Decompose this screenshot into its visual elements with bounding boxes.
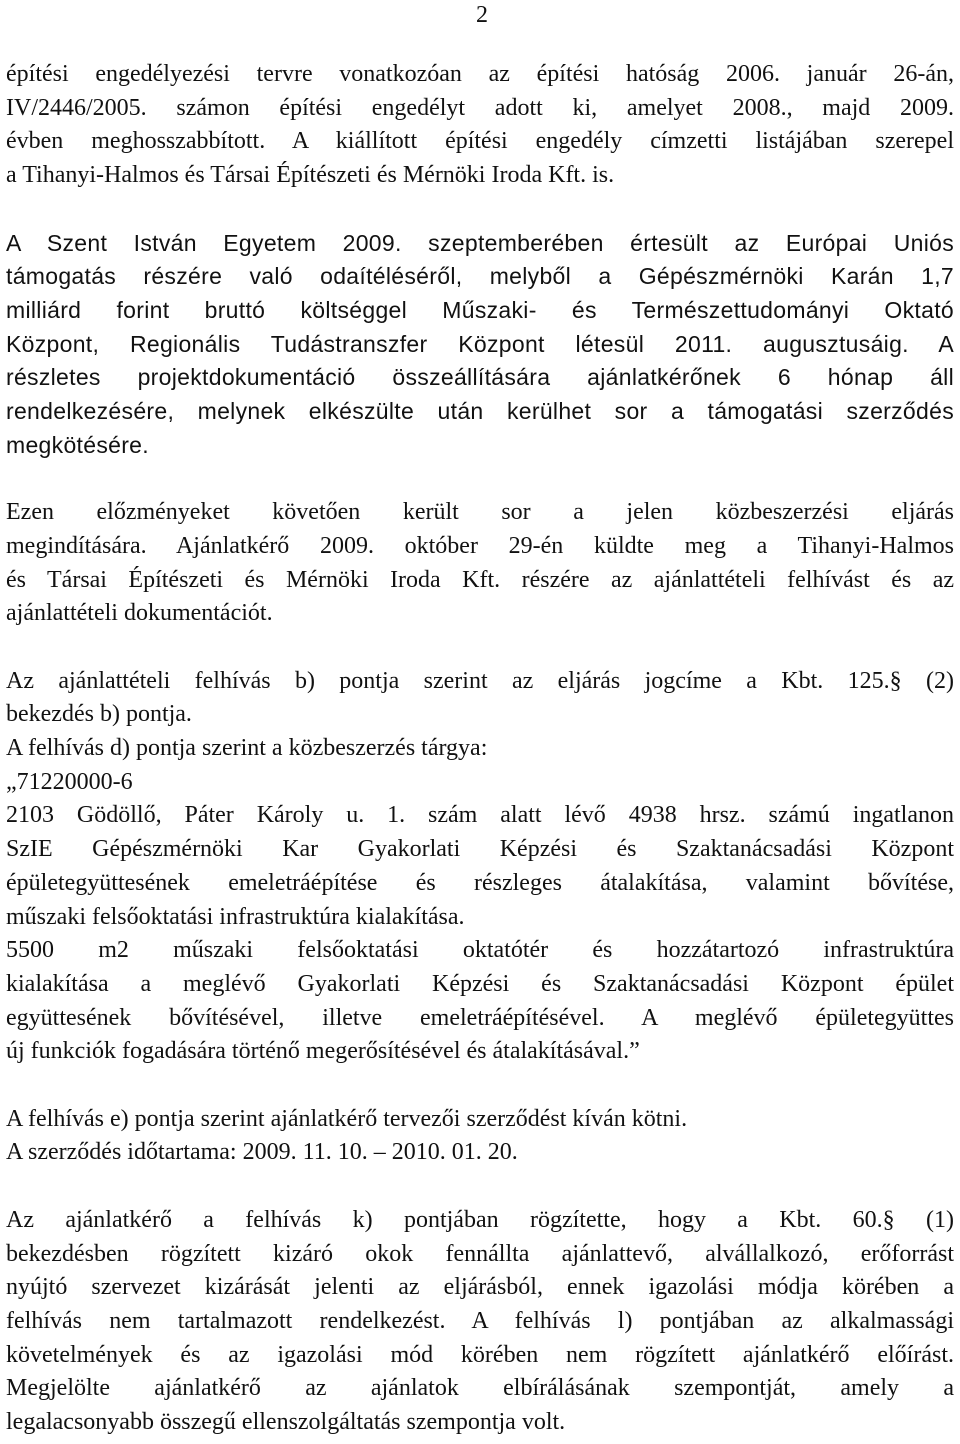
text-line: követelmények és az igazolási mód körében nem rögzített ajánlatkérő előírást. [6,1341,954,1368]
text-line: 2103 Gödöllő, Páter Károly u. 1. szám alatt lévő 4938 hrsz. számú ingatlanon [6,802,954,829]
text-line: támogatás részére való odaítéléséről, melyből a Gépészmérnöki Karán 1,7 [6,263,954,290]
text-line: a Tihanyi-Halmos és Társai Építészeti és Mérnöki Iroda Kft. is. [6,162,615,189]
text-line: 5500 m2 műszaki felsőoktatási oktatótér és hozzátartozó infrastruktúra [6,937,954,964]
text-line: A felhívás e) pontja szerint ajánlatkérő tervezői szerződést kíván kötni. [6,1105,688,1132]
text-line: A Szent István Egyetem 2009. szeptemberében értesült az Európai Uniós [6,229,954,256]
text-line: milliárd forint bruttó költséggel Műszaki- és Természettudományi Oktató [6,296,954,323]
paragraph-eu-funding [6,227,954,463]
text-line: bekezdésben rögzített kizáró okok fennállta ajánlattevő, alvállalkozó, erőforrást [6,1240,954,1267]
paragraph-exclusion-criteria [6,1204,954,1440]
text-line: kialakítása a meglévő Gyakorlati Képzési és Szaktanácsadási Központ épület [6,970,954,997]
text-line: Ezen előzményeket követően került sor a jelen közbeszerzési eljárás [6,499,954,526]
text-line: évben meghosszabbított. A kiállított építési engedély címzetti listájában szerepel [6,128,954,155]
text-line: műszaki felsőoktatási infrastruktúra kialakítása. [6,903,465,930]
text-line: és Társai Építészeti és Mérnöki Iroda Kft. részére az ajánlattételi felhívást és az [6,566,954,593]
paragraph-procurement-start [6,496,954,631]
text-line: SzIE Gépészmérnöki Kar Gyakorlati Képzési és Szaktanácsadási Központ [6,836,954,863]
text-line: ajánlattételi dokumentációt. [6,600,273,627]
text-line: Központ, Regionális Tudástranszfer Központ létesül 2011. augusztusáig. A [6,330,954,357]
text-line: legalacsonyabb összegű ellenszolgáltatás szempontja volt. [6,1409,566,1436]
text-line: IV/2446/2005. számon építési engedélyt adott ki, amelyet 2008., majd 2009. [6,94,954,121]
paragraph-contract-duration [6,1103,954,1170]
text-line: Az ajánlattételi felhívás b) pontja szerint az eljárás jogcíme a Kbt. 125.§ (2) [6,667,954,694]
text-line: felhívás nem tartalmazott rendelkezést. A felhívás l) pontjában az alkalmassági [6,1307,954,1334]
paragraph-procurement-subject [6,665,954,1069]
text-line: együttesének bővítésével, illetve emeletráépítésével. A meglévő épületegyüttes [6,1004,954,1031]
text-line: megkötésére. [6,431,149,458]
page-number: 2 [476,2,488,28]
text-line: részletes projektdokumentáció összeállítására ajánlatkérőnek 6 hónap áll [6,364,954,391]
text-line: megindítására. Ajánlatkérő 2009. október 29-én küldte meg a Tihanyi-Halmos [6,532,954,559]
paragraph-building-permit [6,58,954,193]
text-line: építési engedélyezési tervre vonatkozóan az építési hatóság 2006. január 26-án, [6,61,954,87]
text-line: Az ajánlatkérő a felhívás k) pontjában rögzítette, hogy a Kbt. 60.§ (1) [6,1206,954,1233]
document-body [6,58,954,1440]
text-line: „71220000-6 [6,768,133,795]
text-line: A felhívás d) pontja szerint a közbeszerzés tárgya: [6,735,488,762]
text-line: nyújtó szervezet kizárását jelenti az eljárásból, ennek igazolási módja körében a [6,1274,954,1301]
text-line: új funkciók fogadására történő megerősítésével és átalakításával.” [6,1038,640,1065]
text-line: Megjelölte ajánlatkérő az ajánlatok elbírálásának szempontját, amely a [6,1375,954,1402]
text-line: rendelkezésére, melynek elkészülte után kerülhet sor a támogatási szerződés [6,398,954,425]
text-line: épületegyüttesének emeletráépítése és részleges átalakítása, valamint bővítése, [6,869,954,896]
text-line: A szerződés időtartama: 2009. 11. 10. – 2010. 01. 20. [6,1139,518,1166]
text-line: bekezdés b) pontja. [6,701,192,728]
